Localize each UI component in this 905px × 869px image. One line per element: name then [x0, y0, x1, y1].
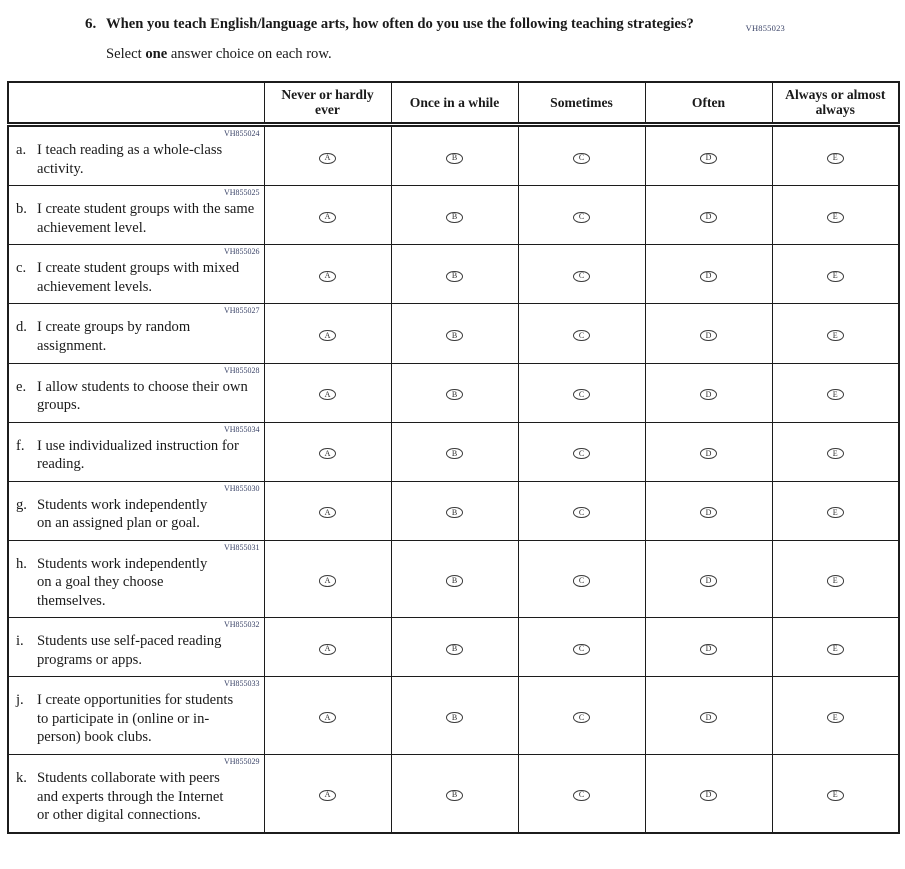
- column-header-label: Sometimes: [550, 94, 613, 110]
- item-text: I create groups by random assignment.: [37, 319, 191, 355]
- item-stem-cell: [8, 754, 264, 832]
- answer-bubble-b[interactable]: B: [446, 790, 463, 802]
- choice-cell-a[interactable]: [264, 677, 391, 755]
- item-code: VH855034: [223, 424, 260, 434]
- item-code: VH855025: [223, 188, 260, 198]
- item-code: VH855024: [223, 129, 260, 139]
- column-header-sometimes: [518, 82, 645, 125]
- table-row: [8, 481, 899, 540]
- page-item-code: VH855023: [745, 23, 785, 33]
- item-letter: g.: [16, 496, 27, 513]
- answer-bubble-b[interactable]: B: [446, 575, 463, 587]
- choice-cell-e[interactable]: [772, 245, 899, 304]
- choice-cell-b[interactable]: [391, 363, 518, 422]
- item-text: I create student groups with the same achievement level.: [37, 201, 255, 236]
- choice-cell-b[interactable]: [391, 481, 518, 540]
- table-row: [8, 540, 899, 618]
- answer-bubble-d[interactable]: D: [700, 389, 717, 401]
- choice-cell-e[interactable]: [772, 304, 899, 363]
- choice-cell-d[interactable]: [645, 363, 772, 422]
- choice-cell-d[interactable]: [645, 422, 772, 481]
- item-stem-cell: [8, 540, 264, 618]
- answer-bubble-b[interactable]: B: [446, 448, 463, 460]
- answer-bubble-c[interactable]: C: [573, 330, 590, 342]
- choice-cell-c[interactable]: [518, 677, 645, 755]
- item-code: VH855031: [223, 542, 260, 552]
- choice-cell-d[interactable]: [645, 754, 772, 832]
- answer-bubble-c[interactable]: C: [573, 212, 590, 224]
- choice-cell-d[interactable]: [645, 125, 772, 186]
- answer-bubble-c[interactable]: C: [573, 575, 590, 587]
- column-header-often: [645, 82, 772, 125]
- choice-cell-c[interactable]: [518, 422, 645, 481]
- choice-cell-e[interactable]: [772, 677, 899, 755]
- choice-cell-c[interactable]: [518, 304, 645, 363]
- choice-cell-b[interactable]: [391, 125, 518, 186]
- answer-bubble-e[interactable]: E: [827, 448, 844, 460]
- answer-bubble-b[interactable]: B: [446, 644, 463, 656]
- item-code: VH855026: [223, 247, 260, 257]
- table-row: [8, 363, 899, 422]
- choice-cell-c[interactable]: [518, 754, 645, 832]
- table-row: [8, 618, 899, 677]
- choice-cell-a[interactable]: [264, 363, 391, 422]
- item-letter: c.: [16, 260, 27, 277]
- choice-cell-d[interactable]: [645, 481, 772, 540]
- table-row: [8, 186, 899, 245]
- answer-bubble-a[interactable]: A: [319, 330, 336, 342]
- answer-bubble-c[interactable]: C: [573, 389, 590, 401]
- item-letter: h.: [16, 555, 27, 572]
- answer-bubble-d[interactable]: D: [700, 153, 717, 165]
- choice-cell-a[interactable]: [264, 618, 391, 677]
- item-stem-cell: [8, 481, 264, 540]
- choice-cell-b[interactable]: [391, 754, 518, 832]
- choice-cell-a[interactable]: [264, 125, 391, 186]
- table-row: [8, 245, 899, 304]
- item-text: I create opportunities for students to participate in (online or in-person) book clubs.: [37, 692, 234, 746]
- choice-cell-d[interactable]: [645, 540, 772, 618]
- item-letter: i.: [16, 633, 24, 650]
- choice-cell-e[interactable]: [772, 363, 899, 422]
- choice-cell-d[interactable]: [645, 304, 772, 363]
- choice-cell-a[interactable]: [264, 422, 391, 481]
- item-letter: k.: [16, 769, 27, 786]
- answer-bubble-c[interactable]: C: [573, 448, 590, 460]
- item-text: I create student groups with mixed achievement levels.: [37, 260, 240, 295]
- choice-cell-e[interactable]: [772, 618, 899, 677]
- table-row: [8, 677, 899, 755]
- item-text: Students work independently on an assigned plan or goal.: [37, 496, 208, 532]
- answer-bubble-b[interactable]: B: [446, 212, 463, 224]
- column-header-label: Never or hardly ever: [281, 86, 374, 118]
- item-stem-cell: [8, 677, 264, 755]
- choice-cell-a[interactable]: [264, 186, 391, 245]
- choice-cell-b[interactable]: [391, 304, 518, 363]
- choice-cell-c[interactable]: [518, 363, 645, 422]
- item-letter: d.: [16, 319, 27, 336]
- item-letter: e.: [16, 378, 27, 395]
- item-letter: j.: [16, 692, 24, 709]
- answer-bubble-e[interactable]: E: [827, 153, 844, 165]
- answer-bubble-d[interactable]: D: [700, 712, 717, 724]
- answer-bubble-e[interactable]: E: [827, 271, 844, 283]
- choice-cell-b[interactable]: [391, 540, 518, 618]
- answer-bubble-e[interactable]: E: [827, 790, 844, 802]
- choice-cell-d[interactable]: [645, 245, 772, 304]
- answer-bubble-a[interactable]: A: [319, 389, 336, 401]
- answer-bubble-d[interactable]: D: [700, 448, 717, 460]
- choice-cell-b[interactable]: [391, 618, 518, 677]
- answer-bubble-d[interactable]: D: [700, 644, 717, 656]
- table-row: [8, 304, 899, 363]
- answer-bubble-c[interactable]: C: [573, 712, 590, 724]
- item-text: Students collaborate with peers and experts through the Internet or other digital connections.: [37, 769, 224, 824]
- answer-bubble-b[interactable]: B: [446, 330, 463, 342]
- choice-cell-b[interactable]: [391, 422, 518, 481]
- answer-bubble-e[interactable]: E: [827, 330, 844, 342]
- answer-bubble-d[interactable]: D: [700, 790, 717, 802]
- answer-bubble-d[interactable]: D: [700, 507, 717, 519]
- answer-bubble-b[interactable]: B: [446, 153, 463, 165]
- choice-cell-e[interactable]: [772, 125, 899, 186]
- answer-bubble-a[interactable]: A: [319, 790, 336, 802]
- instruction-prefix: Select: [106, 45, 142, 62]
- choice-cell-a[interactable]: [264, 304, 391, 363]
- answer-bubble-a[interactable]: A: [319, 507, 336, 519]
- answer-bubble-d[interactable]: D: [700, 212, 717, 224]
- item-letter: b.: [16, 201, 27, 218]
- question-instruction: [106, 46, 905, 63]
- choice-cell-a[interactable]: [264, 245, 391, 304]
- item-stem-cell: [8, 186, 264, 245]
- answer-bubble-e[interactable]: E: [827, 389, 844, 401]
- choice-cell-d[interactable]: [645, 186, 772, 245]
- choice-cell-e[interactable]: [772, 540, 899, 618]
- answer-bubble-d[interactable]: D: [700, 330, 717, 342]
- table-row: [8, 754, 899, 832]
- item-text: Students use self-paced reading programs or apps.: [37, 633, 222, 668]
- answer-bubble-c[interactable]: C: [573, 153, 590, 165]
- answer-bubble-b[interactable]: B: [446, 507, 463, 519]
- choice-cell-d[interactable]: [645, 677, 772, 755]
- answer-bubble-c[interactable]: C: [573, 644, 590, 656]
- answer-bubble-c[interactable]: C: [573, 790, 590, 802]
- choice-cell-a[interactable]: [264, 754, 391, 832]
- choice-cell-c[interactable]: [518, 618, 645, 677]
- item-code: VH855029: [223, 756, 260, 766]
- answer-bubble-c[interactable]: C: [573, 507, 590, 519]
- answer-bubble-b[interactable]: B: [446, 712, 463, 724]
- choice-cell-e[interactable]: [772, 186, 899, 245]
- answer-bubble-d[interactable]: D: [700, 575, 717, 587]
- item-code: VH855033: [223, 679, 260, 689]
- answer-bubble-e[interactable]: E: [827, 507, 844, 519]
- item-stem-cell: [8, 125, 264, 186]
- answer-bubble-a[interactable]: A: [319, 575, 336, 587]
- item-stem-cell: [8, 304, 264, 363]
- choice-cell-c[interactable]: [518, 540, 645, 618]
- item-stem-cell: [8, 618, 264, 677]
- answer-bubble-d[interactable]: D: [700, 271, 717, 283]
- item-code: VH855032: [223, 620, 260, 630]
- answer-bubble-e[interactable]: E: [827, 575, 844, 587]
- column-header-label: Often: [691, 94, 726, 110]
- table-row: [8, 422, 899, 481]
- survey-table: [7, 81, 900, 834]
- answer-bubble-a[interactable]: A: [319, 644, 336, 656]
- instruction-suffix: answer choice on each row.: [170, 45, 332, 62]
- choice-cell-b[interactable]: [391, 677, 518, 755]
- item-stem-cell: [8, 245, 264, 304]
- column-header-label: Once in a while: [409, 94, 500, 110]
- item-text: I use individualized instruction for reading.: [37, 437, 239, 473]
- answer-bubble-b[interactable]: B: [446, 271, 463, 283]
- item-code: VH855027: [223, 306, 260, 316]
- item-code: VH855030: [223, 483, 260, 493]
- answer-bubble-e[interactable]: E: [827, 712, 844, 724]
- choice-cell-b[interactable]: [391, 245, 518, 304]
- answer-bubble-e[interactable]: E: [827, 212, 844, 224]
- answer-bubble-e[interactable]: E: [827, 644, 844, 656]
- item-stem-cell: [8, 422, 264, 481]
- answer-bubble-a[interactable]: A: [319, 712, 336, 724]
- answer-bubble-c[interactable]: C: [573, 271, 590, 283]
- column-header-stub: [8, 82, 264, 125]
- answer-bubble-a[interactable]: A: [319, 212, 336, 224]
- table-header: [8, 82, 899, 125]
- choice-cell-e[interactable]: [772, 481, 899, 540]
- choice-cell-e[interactable]: [772, 422, 899, 481]
- choice-cell-c[interactable]: [518, 245, 645, 304]
- choice-cell-c[interactable]: [518, 186, 645, 245]
- item-text: I allow students to choose their own groups.: [37, 378, 248, 414]
- choice-cell-e[interactable]: [772, 754, 899, 832]
- choice-cell-c[interactable]: [518, 481, 645, 540]
- choice-cell-b[interactable]: [391, 186, 518, 245]
- choice-cell-c[interactable]: [518, 125, 645, 186]
- column-header-label: Always or almost always: [785, 86, 886, 118]
- item-letter: f.: [16, 437, 25, 454]
- item-text: I teach reading as a whole-class activity.: [37, 142, 223, 177]
- item-text: Students work independently on a goal they choose themselves.: [37, 555, 208, 609]
- question-number: 6.: [85, 16, 97, 32]
- choice-cell-a[interactable]: [264, 481, 391, 540]
- item-stem-cell: [8, 363, 264, 422]
- instruction-bold-word: one: [145, 45, 168, 62]
- answer-bubble-a[interactable]: A: [319, 271, 336, 283]
- column-header-once-in-a-while: [391, 82, 518, 125]
- answer-bubble-a[interactable]: A: [319, 448, 336, 460]
- column-header-always: [772, 82, 899, 125]
- item-code: VH855028: [223, 365, 260, 375]
- header-row: [8, 82, 899, 125]
- question-text: When you teach English/language arts, how often do you use the following teaching strategies?: [106, 16, 694, 32]
- choice-cell-d[interactable]: [645, 618, 772, 677]
- choice-cell-a[interactable]: [264, 540, 391, 618]
- table-body: [8, 125, 899, 833]
- answer-bubble-b[interactable]: B: [446, 389, 463, 401]
- answer-bubble-a[interactable]: A: [319, 153, 336, 165]
- column-header-never: [264, 82, 391, 125]
- item-letter: a.: [16, 142, 27, 159]
- table-row: [8, 125, 899, 186]
